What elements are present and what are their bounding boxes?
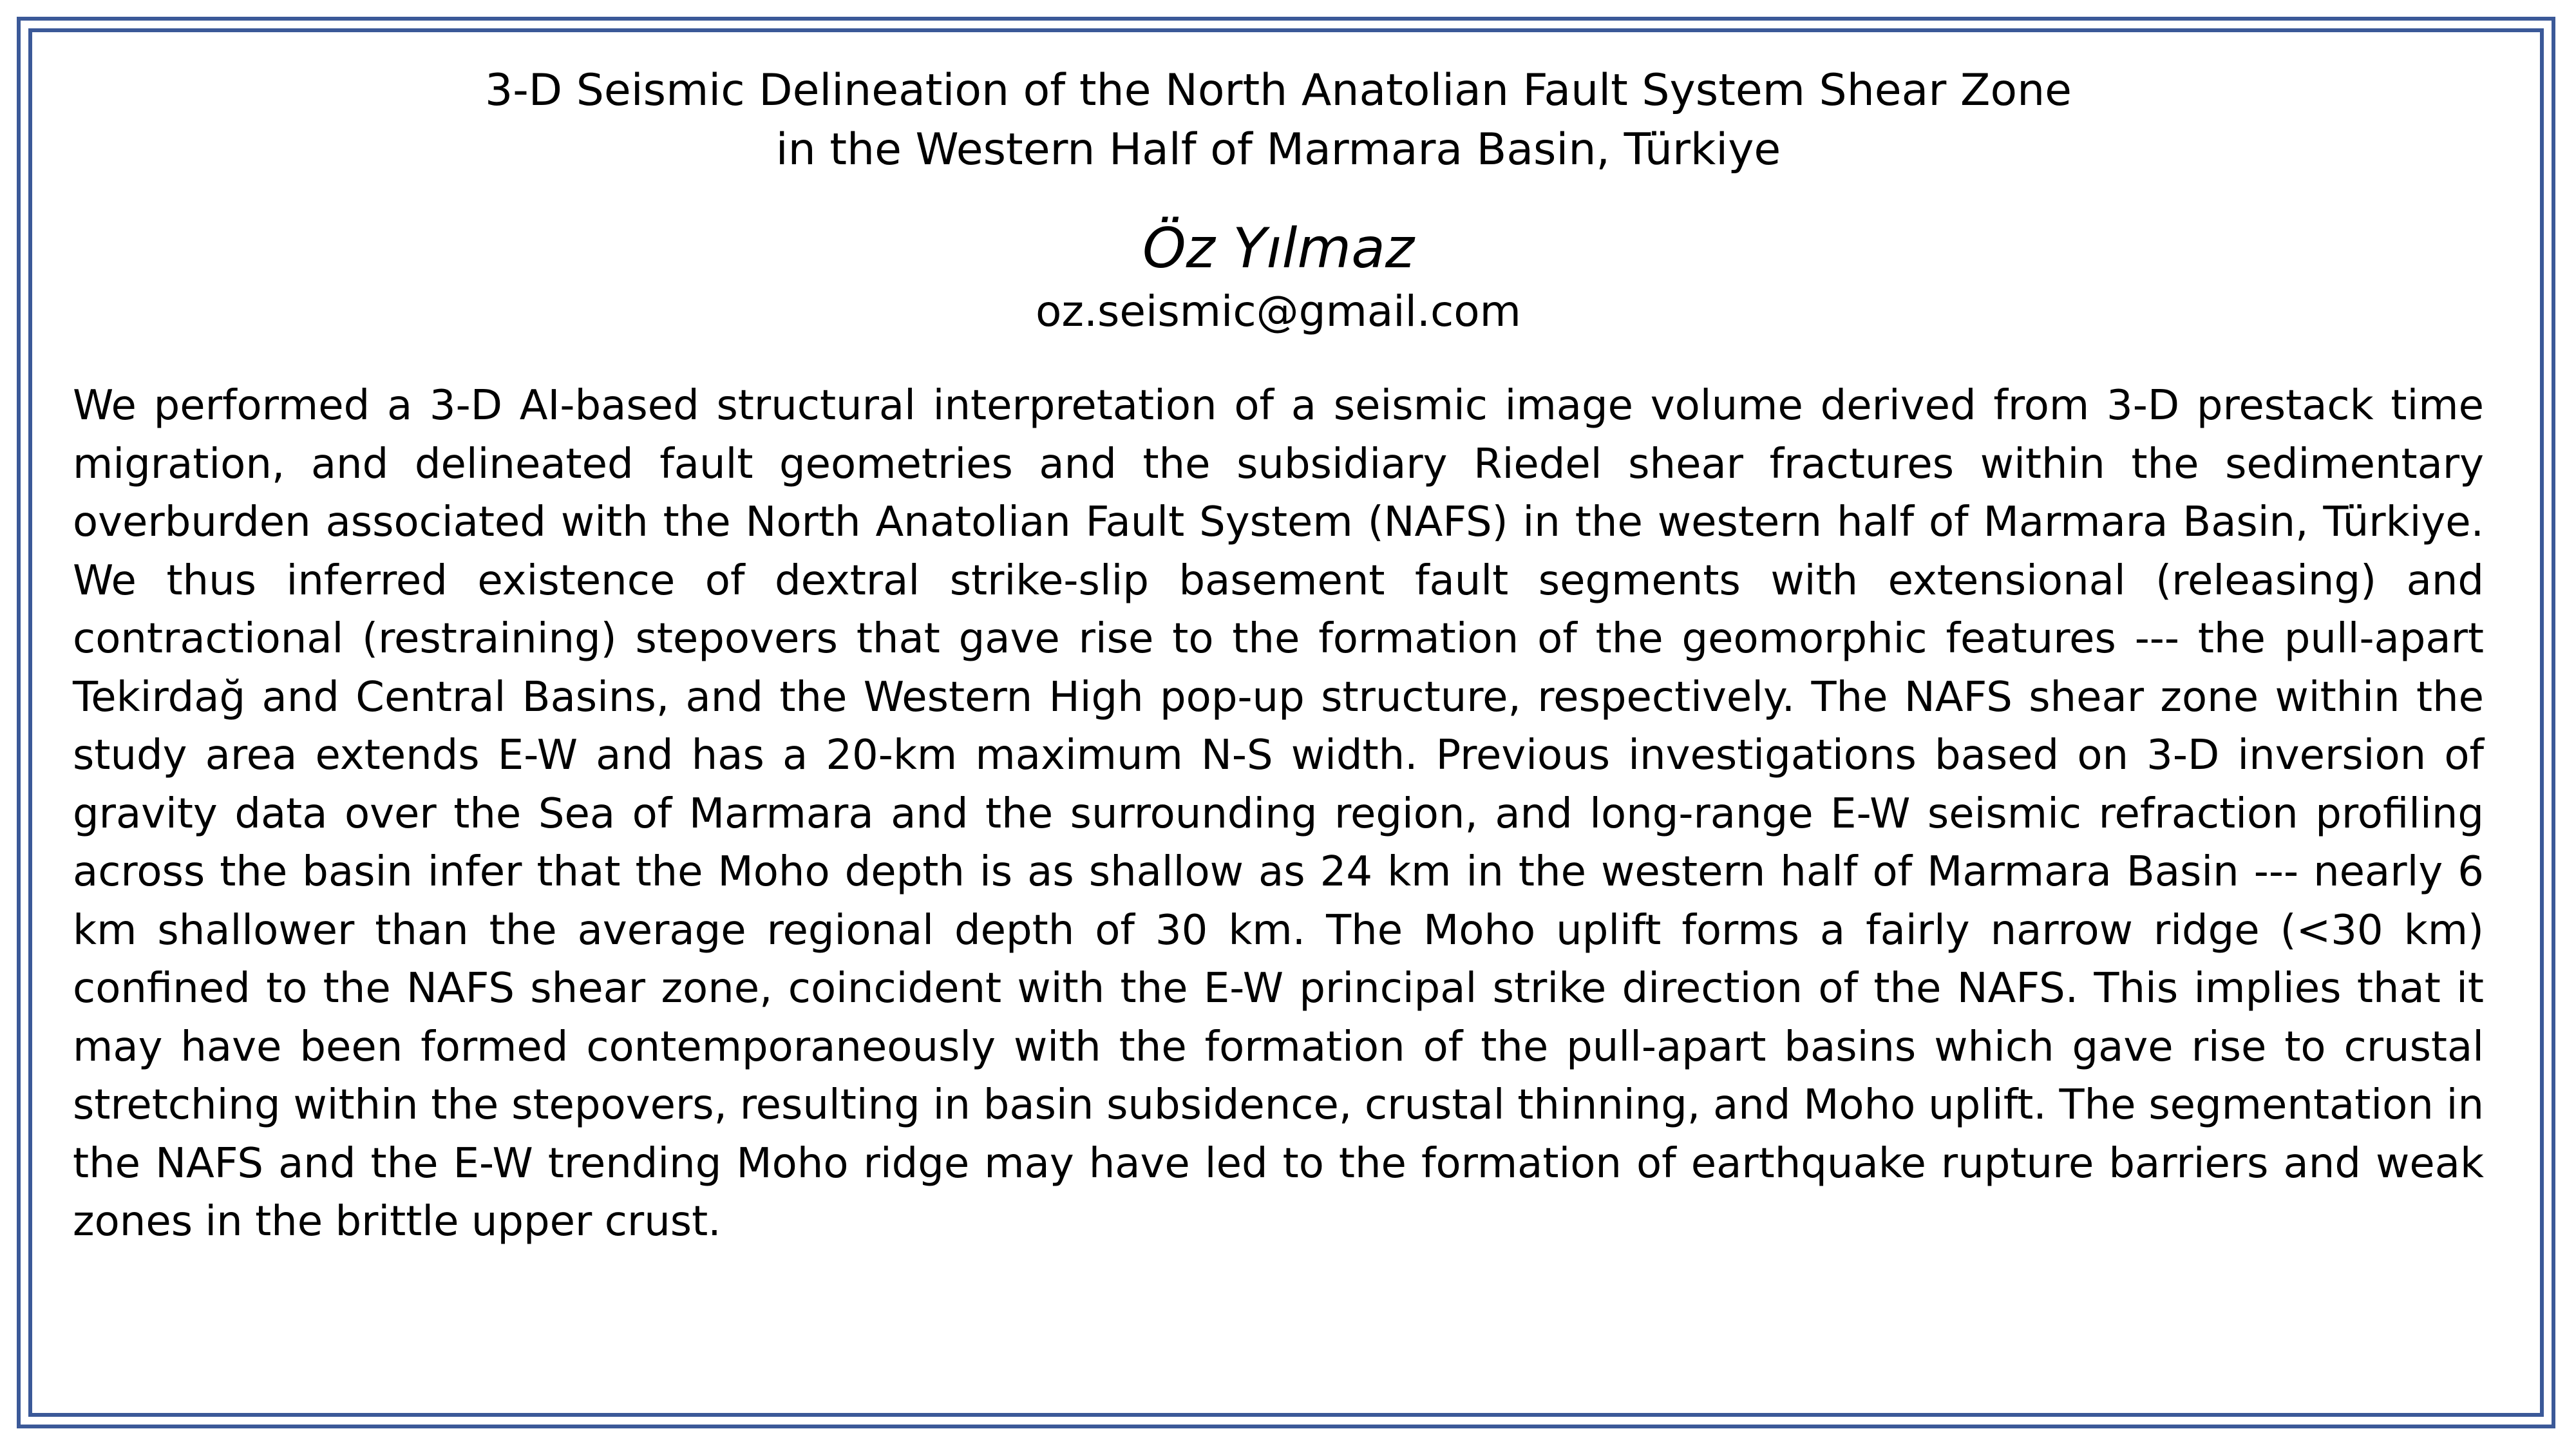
author-email: oz.seismic@gmail.com [1036, 287, 1521, 336]
title-line-1: 3-D Seismic Delineation of the North Anatolian Fault System Shear Zone [484, 65, 2072, 116]
author-name: Öz Yılmaz [1142, 216, 1415, 281]
document-content [73, 61, 2484, 1251]
document-title [73, 61, 2484, 180]
title-line-2: in the Western Half of Marmara Basin, Türkiye [775, 124, 1781, 175]
abstract-paragraph: We performed a 3-D AI-based structural interpretation of a seismic image volume derived from 3-D prestack time migration, and delineated fault geometries and the subsidiary Riedel shear fractures within the sedimentary overburden associated with the North Anatolian Fault System (NAFS) in the western half of Marmara Basin, Türkiye. We thus inferred existence of dextral strike-slip basement fault segments with extensional (releasing) and contractional (restraining) stepovers that gave rise to the formation of the geomorphic features --- the pull-apart Tekirdağ and Central Basins, and the Western High pop-up structure, respectively. The NAFS shear zone within the study area extends E-W and has a 20-km maximum N-S width. Previous investigations based on 3-D inversion of gravity data over the Sea of Marmara and the surrounding region, and long-range E-W seismic refraction profiling across the basin infer that the Moho depth is as shallow as 24 km in the western half of Marmara Basin --- nearly 6 km shallower than the average regional depth of 30 km. The Moho uplift forms a fairly narrow ridge (<30 km) confined to the NAFS shear zone, coincident with the E-W principal strike direction of the NAFS. This implies that it may have been formed contemporaneously with the formation of the pull-apart basins which gave rise to crustal stretching within the stepovers, resulting in basin subsidence, crustal thinning, and Moho uplift. The segmentation in the NAFS and the E-W trending Moho ridge may have led to the formation of earthquake rupture barriers and weak zones in the brittle upper crust. [73, 382, 2484, 1245]
